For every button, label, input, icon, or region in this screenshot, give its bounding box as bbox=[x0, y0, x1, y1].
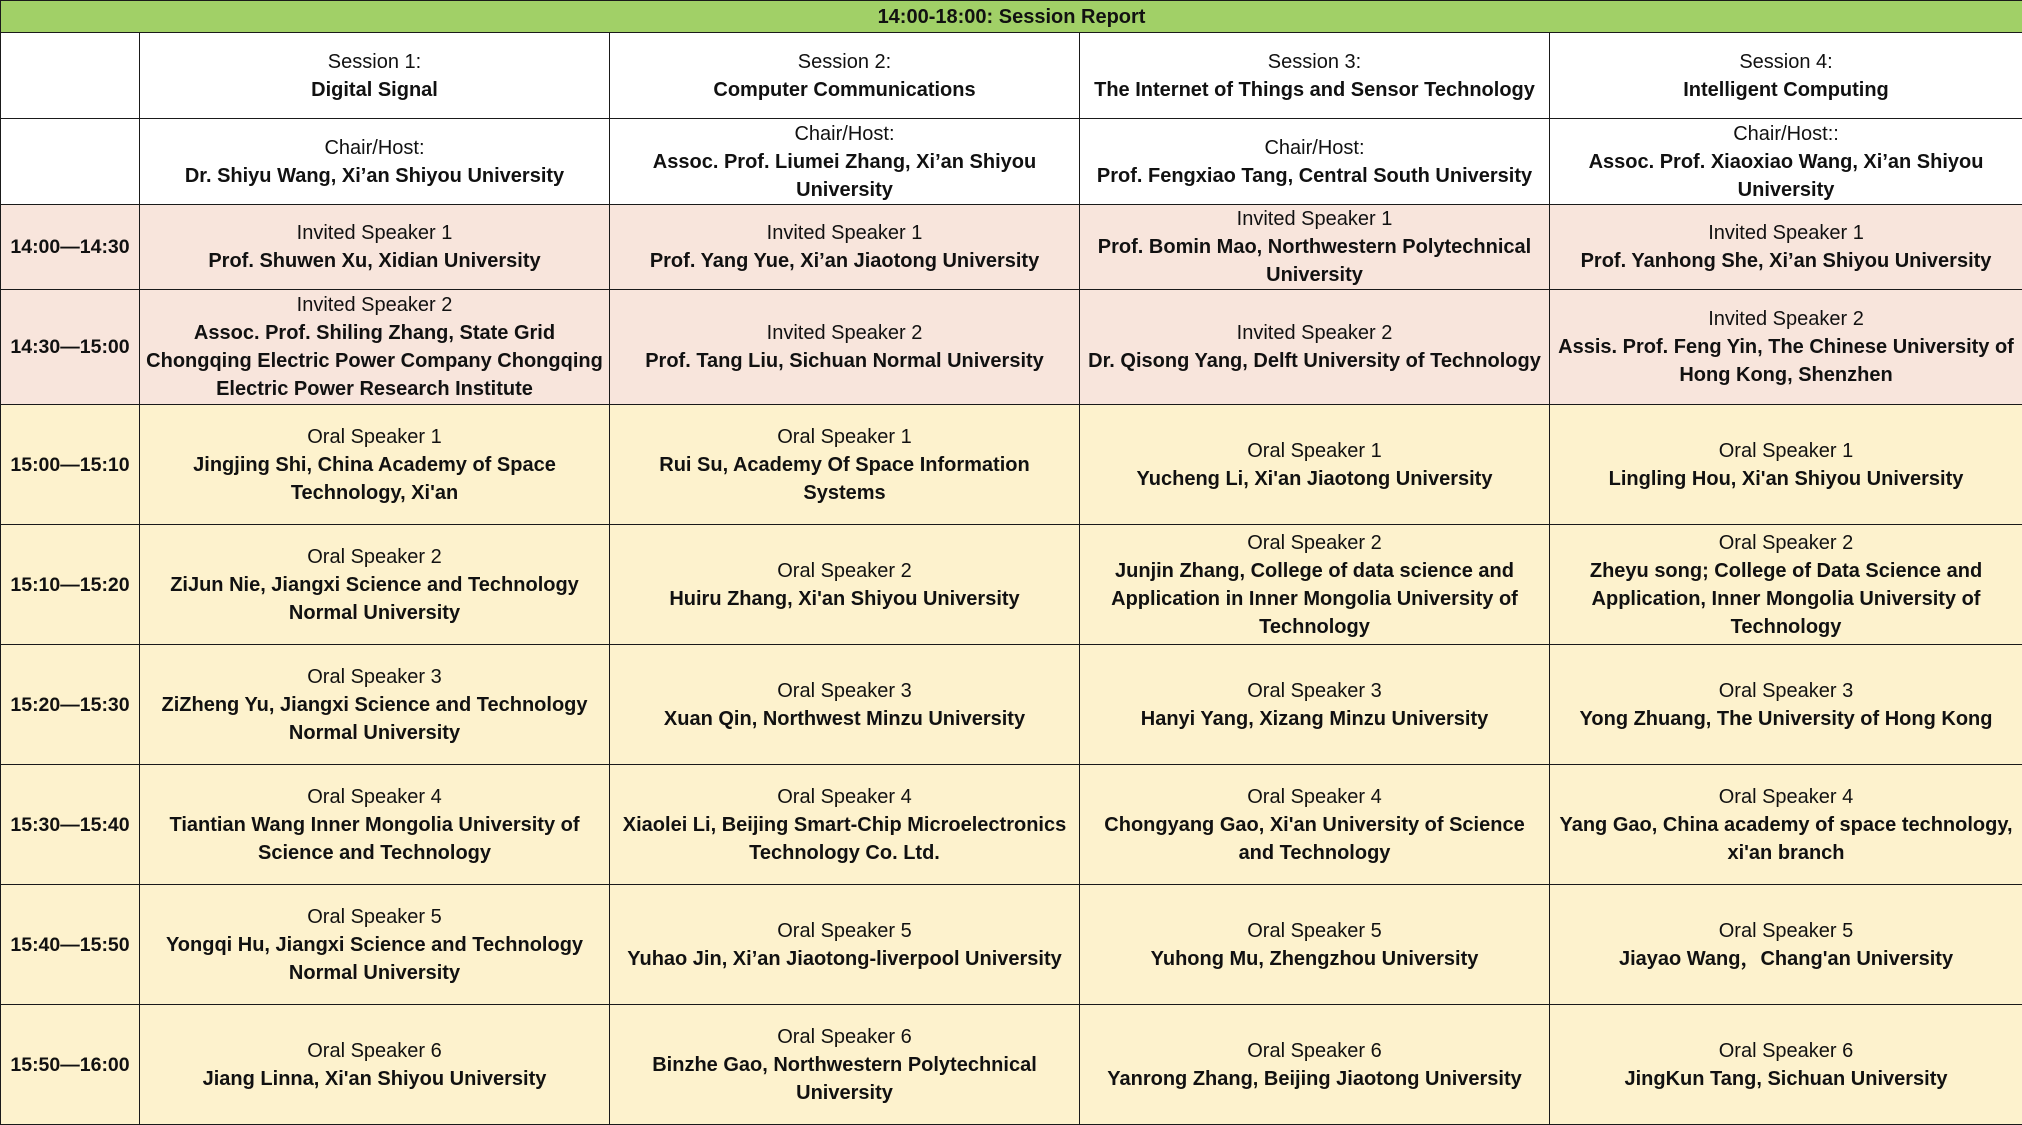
speaker-name: Yong Zhuang, The University of Hong Kong bbox=[1556, 705, 2016, 733]
speaker-role: Oral Speaker 2 bbox=[616, 557, 1073, 585]
chair-name: Assoc. Prof. Liumei Zhang, Xi’an Shiyou University bbox=[616, 148, 1073, 204]
speaker-role: Oral Speaker 1 bbox=[1556, 437, 2016, 465]
speaker-cell bbox=[1080, 885, 1550, 1005]
chair-cell bbox=[610, 119, 1080, 205]
chair-label: Chair/Host: bbox=[1086, 134, 1543, 162]
session-name: Computer Communications bbox=[616, 76, 1073, 104]
time-slot-row bbox=[1, 1005, 2022, 1125]
speaker-cell bbox=[140, 765, 610, 885]
session-header-row bbox=[1, 33, 2022, 119]
speaker-name: Lingling Hou, Xi'an Shiyou University bbox=[1556, 465, 2016, 493]
speaker-role: Oral Speaker 2 bbox=[1556, 529, 2016, 557]
speaker-role: Oral Speaker 3 bbox=[146, 663, 603, 691]
chair-name: Assoc. Prof. Xiaoxiao Wang, Xi’an Shiyou University bbox=[1556, 148, 2016, 204]
chair-cell bbox=[1550, 119, 2022, 205]
speaker-name: Yongqi Hu, Jiangxi Science and Technology Normal University bbox=[146, 931, 603, 987]
session-name: The Internet of Things and Sensor Technology bbox=[1086, 76, 1543, 104]
speaker-role: Invited Speaker 2 bbox=[1556, 305, 2016, 333]
speaker-name: ZiZheng Yu, Jiangxi Science and Technology Normal University bbox=[146, 691, 603, 747]
speaker-role: Oral Speaker 6 bbox=[616, 1023, 1073, 1051]
speaker-name: Junjin Zhang, College of data science and Application in Inner Mongolia University of Technology bbox=[1086, 557, 1543, 641]
session-header-cell bbox=[1080, 33, 1550, 119]
speaker-name: Zheyu song; College of Data Science and Application, Inner Mongolia University of Technology bbox=[1556, 557, 2016, 641]
speaker-name: Yuhao Jin, Xi’an Jiaotong-liverpool University bbox=[616, 945, 1073, 973]
chair-cell bbox=[1080, 119, 1550, 205]
speaker-cell bbox=[610, 525, 1080, 645]
speaker-role: Invited Speaker 2 bbox=[616, 319, 1073, 347]
time-slot-label: 14:30—15:00 bbox=[1, 290, 140, 405]
speaker-role: Oral Speaker 5 bbox=[616, 917, 1073, 945]
speaker-role: Oral Speaker 2 bbox=[146, 543, 603, 571]
session-name: Digital Signal bbox=[146, 76, 603, 104]
speaker-role: Oral Speaker 3 bbox=[1556, 677, 2016, 705]
time-slots bbox=[1, 205, 2022, 1125]
speaker-name: Xiaolei Li, Beijing Smart-Chip Microelectronics Technology Co. Ltd. bbox=[616, 811, 1073, 867]
time-slot-label: 15:50—16:00 bbox=[1, 1005, 140, 1125]
time-slot-row bbox=[1, 290, 2022, 405]
speaker-cell bbox=[140, 645, 610, 765]
speaker-role: Invited Speaker 1 bbox=[1556, 219, 2016, 247]
chair-name: Prof. Fengxiao Tang, Central South University bbox=[1086, 162, 1543, 190]
speaker-name: Huiru Zhang, Xi'an Shiyou University bbox=[616, 585, 1073, 613]
time-slot-label: 15:20—15:30 bbox=[1, 645, 140, 765]
speaker-name: Yanrong Zhang, Beijing Jiaotong University bbox=[1086, 1065, 1543, 1093]
time-slot-row bbox=[1, 405, 2022, 525]
session-label: Session 2: bbox=[616, 48, 1073, 76]
speaker-cell bbox=[1080, 205, 1550, 290]
speaker-name: Chongyang Gao, Xi'an University of Science and Technology bbox=[1086, 811, 1543, 867]
speaker-role: Oral Speaker 4 bbox=[1086, 783, 1543, 811]
speaker-name: Dr. Qisong Yang, Delft University of Technology bbox=[1086, 347, 1543, 375]
chair-row bbox=[1, 119, 2022, 205]
chair-label: Chair/Host: bbox=[616, 120, 1073, 148]
speaker-cell bbox=[610, 290, 1080, 405]
speaker-name: Jiayao Wang，Chang'an University bbox=[1556, 945, 2016, 973]
speaker-name: Hanyi Yang, Xizang Minzu University bbox=[1086, 705, 1543, 733]
speaker-role: Oral Speaker 3 bbox=[1086, 677, 1543, 705]
speaker-role: Oral Speaker 4 bbox=[616, 783, 1073, 811]
speaker-cell bbox=[610, 1005, 1080, 1125]
speaker-cell bbox=[610, 645, 1080, 765]
speaker-cell bbox=[1080, 405, 1550, 525]
empty-corner-cell bbox=[1, 33, 140, 119]
speaker-name: Tiantian Wang Inner Mongolia University of Science and Technology bbox=[146, 811, 603, 867]
chair-label: Chair/Host: bbox=[146, 134, 603, 162]
speaker-role: Oral Speaker 3 bbox=[616, 677, 1073, 705]
speaker-role: Oral Speaker 1 bbox=[1086, 437, 1543, 465]
time-slot-label: 15:40—15:50 bbox=[1, 885, 140, 1005]
time-slot-row bbox=[1, 205, 2022, 290]
speaker-cell bbox=[140, 525, 610, 645]
time-slot-row bbox=[1, 765, 2022, 885]
speaker-role: Invited Speaker 2 bbox=[146, 291, 603, 319]
speaker-role: Invited Speaker 2 bbox=[1086, 319, 1543, 347]
speaker-cell bbox=[1550, 645, 2022, 765]
speaker-name: JingKun Tang, Sichuan University bbox=[1556, 1065, 2016, 1093]
speaker-name: Yuhong Mu, Zhengzhou University bbox=[1086, 945, 1543, 973]
speaker-cell bbox=[1550, 205, 2022, 290]
speaker-role: Invited Speaker 1 bbox=[1086, 205, 1543, 233]
session-header-cell bbox=[1550, 33, 2022, 119]
speaker-cell bbox=[1080, 525, 1550, 645]
session-name: Intelligent Computing bbox=[1556, 76, 2016, 104]
speaker-role: Oral Speaker 4 bbox=[1556, 783, 2016, 811]
speaker-role: Oral Speaker 1 bbox=[146, 423, 603, 451]
speaker-name: Binzhe Gao, Northwestern Polytechnical University bbox=[616, 1051, 1073, 1107]
schedule-title: 14:00-18:00: Session Report bbox=[1, 1, 2022, 33]
speaker-role: Oral Speaker 6 bbox=[1086, 1037, 1543, 1065]
speaker-cell bbox=[610, 765, 1080, 885]
speaker-cell bbox=[1550, 885, 2022, 1005]
speaker-cell bbox=[1550, 1005, 2022, 1125]
speaker-name: Prof. Shuwen Xu, Xidian University bbox=[146, 247, 603, 275]
speaker-name: Prof. Tang Liu, Sichuan Normal University bbox=[616, 347, 1073, 375]
session-label: Session 4: bbox=[1556, 48, 2016, 76]
speaker-name: Xuan Qin, Northwest Minzu University bbox=[616, 705, 1073, 733]
speaker-cell bbox=[1550, 765, 2022, 885]
session-header-cell bbox=[140, 33, 610, 119]
speaker-name: Yang Gao, China academy of space technology, xi'an branch bbox=[1556, 811, 2016, 867]
speaker-role: Oral Speaker 6 bbox=[146, 1037, 603, 1065]
speaker-role: Oral Speaker 4 bbox=[146, 783, 603, 811]
speaker-role: Invited Speaker 1 bbox=[146, 219, 603, 247]
empty-corner-cell bbox=[1, 119, 140, 205]
chair-label: Chair/Host:: bbox=[1556, 120, 2016, 148]
speaker-cell bbox=[610, 205, 1080, 290]
speaker-role: Oral Speaker 1 bbox=[616, 423, 1073, 451]
speaker-cell bbox=[1550, 405, 2022, 525]
speaker-name: Assis. Prof. Feng Yin, The Chinese University of Hong Kong, Shenzhen bbox=[1556, 333, 2016, 389]
speaker-role: Oral Speaker 5 bbox=[146, 903, 603, 931]
speaker-role: Oral Speaker 5 bbox=[1556, 917, 2016, 945]
speaker-cell bbox=[1080, 645, 1550, 765]
speaker-cell bbox=[610, 885, 1080, 1005]
time-slot-row bbox=[1, 645, 2022, 765]
time-slot-label: 15:00—15:10 bbox=[1, 405, 140, 525]
speaker-role: Invited Speaker 1 bbox=[616, 219, 1073, 247]
speaker-cell bbox=[140, 885, 610, 1005]
time-slot-label: 15:10—15:20 bbox=[1, 525, 140, 645]
speaker-cell bbox=[1080, 1005, 1550, 1125]
speaker-cell bbox=[140, 1005, 610, 1125]
speaker-name: Jingjing Shi, China Academy of Space Technology, Xi'an bbox=[146, 451, 603, 507]
time-slot-label: 15:30—15:40 bbox=[1, 765, 140, 885]
speaker-name: ZiJun Nie, Jiangxi Science and Technology Normal University bbox=[146, 571, 603, 627]
speaker-name: Assoc. Prof. Shiling Zhang, State Grid Chongqing Electric Power Company Chongqing Electric Power Research Institute bbox=[146, 319, 603, 403]
speaker-cell bbox=[1550, 525, 2022, 645]
chair-cell bbox=[140, 119, 610, 205]
speaker-cell bbox=[140, 290, 610, 405]
speaker-name: Jiang Linna, Xi'an Shiyou University bbox=[146, 1065, 603, 1093]
schedule-title-row bbox=[1, 1, 2022, 33]
speaker-name: Prof. Yang Yue, Xi’an Jiaotong University bbox=[616, 247, 1073, 275]
time-slot-label: 14:00—14:30 bbox=[1, 205, 140, 290]
session-label: Session 3: bbox=[1086, 48, 1543, 76]
speaker-name: Rui Su, Academy Of Space Information Systems bbox=[616, 451, 1073, 507]
speaker-role: Oral Speaker 6 bbox=[1556, 1037, 2016, 1065]
speaker-name: Prof. Bomin Mao, Northwestern Polytechnical University bbox=[1086, 233, 1543, 289]
session-label: Session 1: bbox=[146, 48, 603, 76]
speaker-role: Oral Speaker 5 bbox=[1086, 917, 1543, 945]
speaker-name: Yucheng Li, Xi'an Jiaotong University bbox=[1086, 465, 1543, 493]
speaker-cell bbox=[1080, 765, 1550, 885]
time-slot-row bbox=[1, 525, 2022, 645]
speaker-name: Prof. Yanhong She, Xi’an Shiyou University bbox=[1556, 247, 2016, 275]
chair-name: Dr. Shiyu Wang, Xi’an Shiyou University bbox=[146, 162, 603, 190]
speaker-cell bbox=[140, 405, 610, 525]
speaker-cell bbox=[610, 405, 1080, 525]
session-header-cell bbox=[610, 33, 1080, 119]
time-slot-row bbox=[1, 885, 2022, 1005]
speaker-cell bbox=[1550, 290, 2022, 405]
speaker-role: Oral Speaker 2 bbox=[1086, 529, 1543, 557]
speaker-cell bbox=[140, 205, 610, 290]
speaker-cell bbox=[1080, 290, 1550, 405]
